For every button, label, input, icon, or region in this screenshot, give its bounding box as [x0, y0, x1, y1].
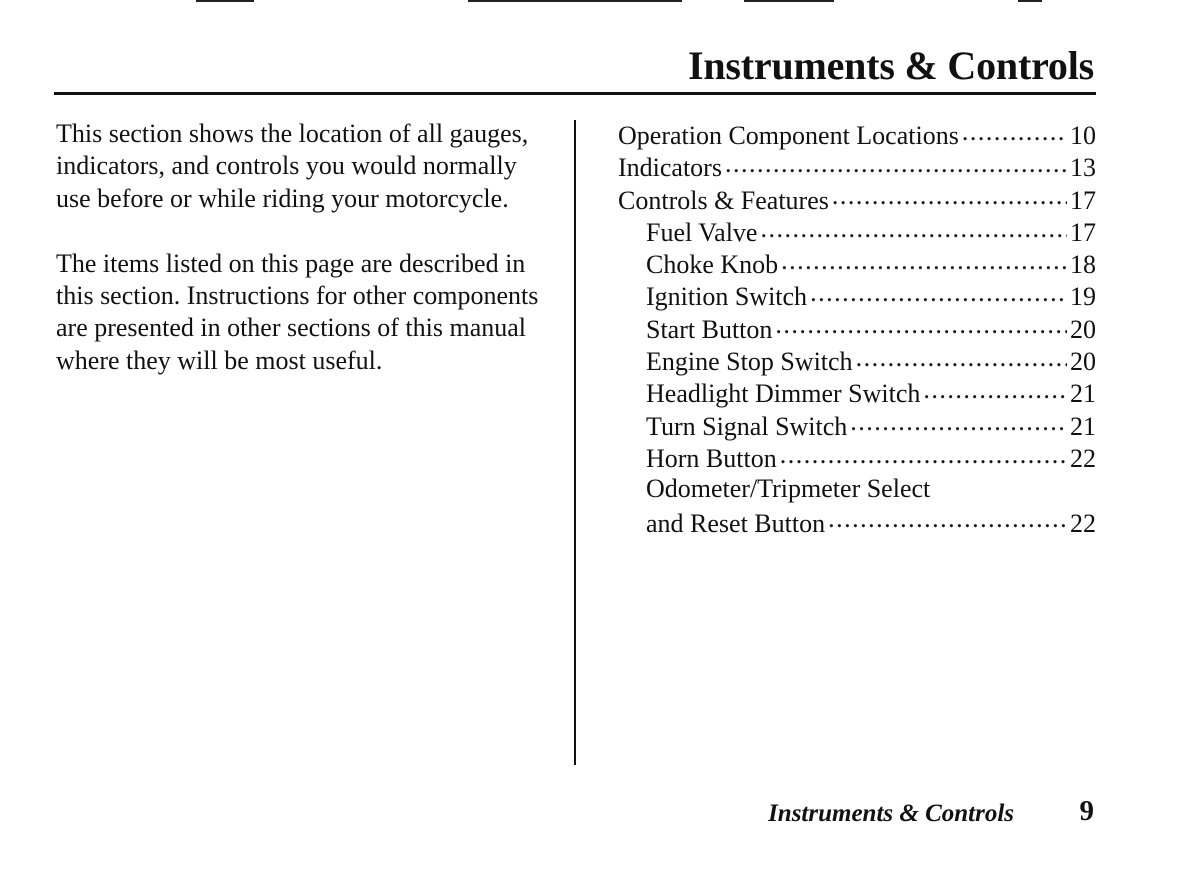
toc-label: Indicators — [618, 153, 722, 183]
toc-entry-horn-button[interactable] — [618, 441, 1096, 473]
toc-page-number: 17 — [1070, 217, 1096, 247]
toc-page-number: 20 — [1070, 314, 1096, 344]
toc-label: Horn Button — [646, 443, 777, 473]
toc-entry-fuel-valve[interactable] — [618, 215, 1096, 247]
toc-entry-controls-features[interactable] — [618, 183, 1096, 215]
toc-page-number: 20 — [1070, 347, 1096, 377]
toc-page-number: 21 — [1070, 411, 1096, 441]
toc-page-number: 21 — [1070, 379, 1096, 409]
dot-leader — [850, 409, 1067, 435]
toc-page-number: 17 — [1070, 185, 1096, 215]
toc-page-number: 22 — [1070, 508, 1096, 538]
column-divider — [574, 120, 576, 765]
footer-section-title: Instruments & Controls — [768, 800, 1014, 827]
toc-label: Choke Knob — [646, 250, 779, 280]
toc-label: Operation Component Locations — [618, 121, 959, 150]
toc-entry-odometer-tripmeter-cont[interactable] — [618, 506, 1096, 538]
top-edge-mark — [1018, 0, 1042, 2]
dot-leader — [781, 247, 1067, 273]
toc-entry-choke-knob[interactable] — [618, 247, 1096, 279]
toc-entry-headlight-dimmer-switch[interactable] — [618, 376, 1096, 408]
toc-entry-start-button[interactable] — [618, 312, 1096, 344]
toc-page-number: 13 — [1070, 153, 1096, 183]
table-of-contents — [618, 118, 1096, 538]
intro-paragraph: This section shows the location of all gauges, indicators, and controls you would normally use before or while riding your motorcycle. — [56, 119, 529, 213]
dot-leader — [832, 183, 1067, 209]
toc-entry-odometer-tripmeter[interactable] — [618, 473, 1096, 505]
page-title: Instruments & Controls — [688, 43, 1094, 88]
dot-leader — [828, 506, 1067, 532]
dot-leader — [775, 312, 1067, 338]
toc-label: Odometer/Tripmeter Select — [646, 474, 931, 504]
dot-leader — [810, 279, 1067, 305]
toc-label: Headlight Dimmer Switch — [646, 379, 921, 409]
intro-paragraph: The items listed on this page are described in this section. Instructions for other components are presented in other sections of this manual where they will be most useful. — [56, 248, 539, 375]
title-rule — [54, 92, 1096, 95]
toc-entry-turn-signal-switch[interactable] — [618, 409, 1096, 441]
toc-label: Turn Signal Switch — [646, 411, 848, 441]
dot-leader — [856, 344, 1067, 370]
toc-label: Start Button — [646, 314, 773, 344]
top-edge-mark — [196, 0, 254, 2]
dot-leader — [725, 150, 1067, 176]
dot-leader — [760, 215, 1067, 241]
footer-page-number: 9 — [1079, 795, 1094, 827]
toc-page-number: 18 — [1070, 250, 1096, 280]
toc-label: Ignition Switch — [646, 282, 808, 312]
toc-page-number: 10 — [1070, 121, 1096, 150]
toc-page-number: 22 — [1070, 443, 1096, 473]
toc-entry-ignition-switch[interactable] — [618, 279, 1096, 311]
toc-label: Engine Stop Switch — [646, 347, 853, 377]
dot-leader — [780, 441, 1067, 467]
toc-page-number: 19 — [1070, 282, 1096, 312]
top-edge-mark — [744, 0, 834, 2]
toc-label: Fuel Valve — [646, 217, 758, 247]
toc-label: and Reset Button — [646, 508, 826, 538]
toc-entry-operation-component-locations[interactable] — [618, 118, 1096, 150]
toc-label: Controls & Features — [618, 185, 829, 215]
toc-entry-engine-stop-switch[interactable] — [618, 344, 1096, 376]
dot-leader — [962, 118, 1067, 144]
intro-column — [56, 118, 556, 410]
toc-entry-indicators[interactable] — [618, 150, 1096, 182]
top-edge-mark — [468, 0, 682, 2]
dot-leader — [923, 376, 1067, 402]
